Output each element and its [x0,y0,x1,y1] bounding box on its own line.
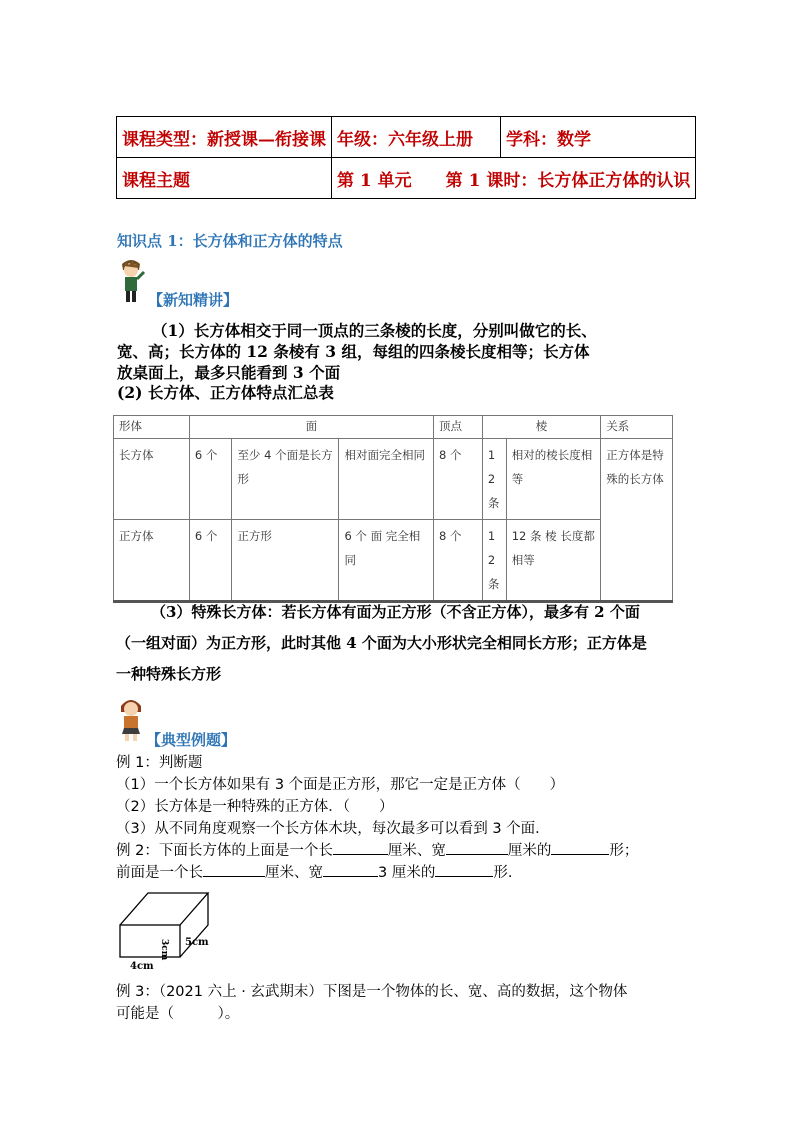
para3-line1: （3）特殊长方体：若长方体有面为正方形（不含正方体），最多有 2 个面 [151,603,640,621]
ex2-line2 [116,862,512,885]
answer-blank[interactable] [203,862,265,877]
answer-blank[interactable] [551,840,609,855]
topic-title: 第 1 单元 第 1 课时：长方体正方体的认识 [332,158,696,199]
para1-line2: 宽、高；长方体的 12 条棱有 3 组，每组的四条棱长度相等；长方体 [117,342,590,361]
para3-line2: （一组对面）为正方形，此时其他 4 个面为大小形状完全相同长方形；正方体是 [116,634,647,652]
grade: 年级：六年级上册 [332,117,501,158]
table-row [114,439,673,520]
ex2-text: 形. [493,865,513,881]
ex2-text: 3 厘米的 [378,865,436,881]
section-new-knowledge: 【新知精讲】 [148,291,239,309]
cell-edges: 1 2 条 [482,439,506,520]
ex1-q2: （2）长方体是一种特殊的正方体．（ ） [116,799,394,815]
answer-blank[interactable] [446,840,508,855]
ex3-line1: 例 3：（2021 六上 · 玄武期末）下图是一个物体的长、宽、高的数据，这个物体 [116,984,628,1000]
para3-line3: 一种特殊长方形 [116,665,222,683]
th-shape: 形体 [114,416,190,439]
cell-edge-desc: 相对的棱长度相等 [506,439,601,520]
ex2-text: 厘米、宽 [387,843,446,859]
depth-label: 5cm [185,937,209,948]
cell-face-opp: 6 个 面 完全相同 [339,520,434,602]
para1-line3: 放桌面上，最多只能看到 3 个面 [117,363,341,382]
answer-blank[interactable] [333,840,388,855]
cell-shape: 正方体 [114,520,190,602]
cell-face-desc: 至少 4 个面是长方形 [232,439,339,520]
length-label: 4cm [130,961,154,972]
cell-vertices: 8 个 [434,439,483,520]
table-row [114,520,673,602]
th-edges: 棱 [482,416,600,439]
knowledge-point-heading: 知识点 1：长方体和正方体的特点 [117,232,343,250]
ex3-line2: 可能是（ ）。 [116,1006,240,1022]
course-header-table [116,116,696,199]
cuboid-figure [110,885,220,975]
cell-face-opp: 相对面完全相同 [339,439,434,520]
student-cartoon-icon [114,694,148,742]
para1-line1: （1）长方体相交于同一顶点的三条棱的长度，分别叫做它的长、 [152,321,597,340]
teacher-cartoon-icon [113,256,149,304]
ex1-q3: （3）从不同角度观察一个长方体木块，每次最多可以看到 3 个面． [116,821,550,837]
cell-relation: 正方体是特殊的长方体 [601,439,673,602]
section-examples: 【典型例题】 [146,731,237,749]
ex2-text: 厘米、宽 [265,865,323,881]
th-relation: 关系 [601,416,673,439]
subject: 学科：数学 [501,117,696,158]
feature-summary-table [113,415,673,603]
cell-faces: 6 个 [189,520,232,602]
th-vertices: 顶点 [434,416,483,439]
th-faces: 面 [189,416,433,439]
para2: (2) 长方体、正方体特点汇总表 [117,383,334,402]
cell-shape: 长方体 [114,439,190,520]
cell-vertices: 8 个 [434,520,483,602]
answer-blank[interactable] [323,862,378,877]
ex2-text: 形； [609,843,639,859]
ex2-text: 例 2：下面长方体的上面是一个长 [116,843,333,859]
height-label: 3cm [159,939,169,961]
topic-label: 课程主题 [117,158,332,199]
cell-face-desc: 正方形 [232,520,339,602]
ex1-title: 例 1：判断题 [116,755,203,771]
ex2-text: 前面是一个长 [116,865,203,881]
ex2-text: 厘米的 [507,843,552,859]
ex1-q1: （1）一个长方体如果有 3 个面是正方形，那它一定是正方体（ ） [116,777,565,793]
course-type: 课程类型：新授课—衔接课 [117,117,332,158]
cell-edges: 1 2 条 [482,520,506,602]
cell-faces: 6 个 [189,439,232,520]
answer-blank[interactable] [435,862,493,877]
cell-edge-desc: 12 条 棱 长度都相等 [506,520,601,602]
ex2-line1 [116,840,638,863]
